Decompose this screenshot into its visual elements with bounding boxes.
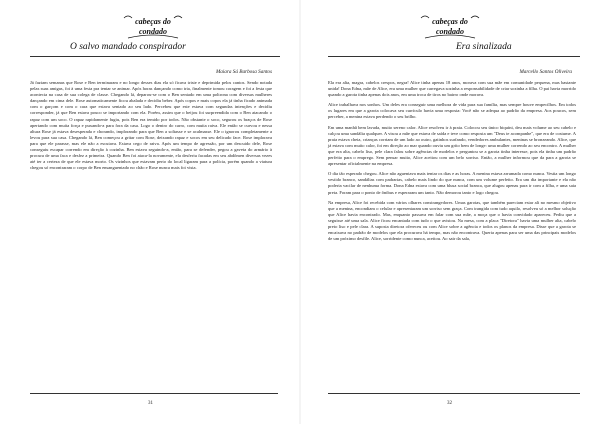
header-rule <box>328 56 580 57</box>
story-body <box>30 80 272 171</box>
section-title: Era sinalizada <box>456 42 512 52</box>
page-number: 32 <box>447 401 452 406</box>
logo-icon <box>415 12 485 42</box>
paragraph: Na empresa, Alice foi recebida com vários olhares constrangedores. Umas garotas, que também pareciam estar ali no mesmo objetivo que a menina, encondiam o celular e apresentaram um sorriso sem graça. Com trangida com tudo aquilo, resolveu só a melhor solução que Alice havia encontrado. Mas, enquanto passava em falar com sua mãe, a moça que o havia convidado apareceu. Pediu que a seguisse até uma sala. Alice ficou encantada com tudo o que avistou. Na mesa, com a placa "Diretora" havia uma mulher alta, cabelo preto liso e pele clara. A suposta diretora ofereceu ou com Alice sobre a agência e todos os planos da empresa. Disse que a garota se encaixava no padrão de modelos que ela procurava há tempo, mas não encontrava. Queria apenas para ser uma das principais modelos de um próximo desfile. Alice, sorridente como nunca, aceitou. Ao sair da sala, <box>328 199 576 242</box>
svg-text:cabeças do: cabeças do <box>135 17 171 26</box>
svg-text:condado: condado <box>139 27 167 36</box>
logo-icon <box>118 12 188 42</box>
author-name: Marcello Santos Oliveira <box>519 69 572 75</box>
right-page <box>300 0 600 424</box>
book-logo <box>118 12 188 42</box>
book-logo <box>415 12 485 42</box>
paragraph: Ela era alta, magra, cabelos crespos, negra! Alice tinha apenas 18 anos, morava com sua mãe em comunidade pequena, mas bastante unida! Dona Edna, mãe de Alice, era uma mulher que carregava sozinha a responsabilidade de criar sozinha a filha. O pai havia morrido quando a garota tinha apenas dois anos, em uma troca de tiros no bairro onde morava. <box>328 80 576 98</box>
paragraph: Em uma manhã bem lavada, muito sereno calor. Alice resolveu ir à praia. Colocou seu único biquíni, deu mais volume ao seu cabelo e calçou uma sandália qualquer. A visou a mãe que estava de saída e teve como resposta um "Deus te acompanhe", que era de costume. A praia estava cheia, crianças corriam de um lado ao outro, gatinhos surfando, vendedores ambulantes, meninas se bronzeando. Alice, que já estava com muito calor, foi em direção ao mar quando ouviu um grito bem de longe: uma mulher correndo ao seu encontro. A mulher que era alta, cabelo liso, pele clara falou sobre agências de modelos e perguntou se a garota tinha interesse, pois ela tinha um padrão perfeito para o emprego. Sem pensar muito, Alice aceitou com um belo sorriso. Então, a mulher informou que da para a garota se apresentar oficialmente na empresa. <box>328 124 576 167</box>
footer-rule <box>30 393 278 394</box>
paragraph: O dia tão esperado chegou. Alice não aguentava mais tentar os dias e as horas. A menina estava arrumada como nunca. Vestia um longo vestido branco, sandálias com padrarias, cabelo mais lindo do que nunca, com um volume perfeito. Era um dia importante e ela não poderia vacilar de nenhuma forma. Dona Edna estava com uma blusa social branca, que alugou apenas para ir com a filha, e uma saia preta. Foram para o ponto de ônibus e esperaram um tanto. Não demorou tanto e logo chegou. <box>328 171 576 195</box>
page-number: 31 <box>148 401 153 406</box>
author-name: Maiara Sá Barbosa Santos <box>215 69 272 75</box>
header-rule <box>30 56 280 57</box>
svg-text:cabeças do: cabeças do <box>432 17 468 26</box>
paragraph: Alice trabalhava nos sonhos. Um deles era conseguir uma melhora de vida para sua família, mas sempre houve empecilhos. Em todos os lugares em que a garota colocava seu currículo havia uma resposta: Você não se adequa ao padrão da empresa. Aos poucos, sem perceber, a menina estava perdendo o seu brilho. <box>328 102 576 120</box>
footer-rule <box>328 393 580 394</box>
section-title: O salvo mandado conspirador <box>70 42 186 52</box>
svg-text:condado: condado <box>436 27 464 36</box>
paragraph: Já faziam semanas que Rose e Ben terminaram e no longo desses dias ela só ficava triste e deprimida pelos cantos. Sendo notada pelas suas amigas, foi à uma festa pra tentar se animar. Após horas dançando como tria, finalmente tomou coragem e foi a festa que acontecia na casa de sua colega de classe. Chegando lá, deparou-se com o Ben sentado em uma poltrona com diversas mulheres dançando em cima dele. Rose automaticamente ficou abalada e decidiu beber. Após copos e mais copos ela já tinha ficado animada com o garçom e com o cara que estava sentado ao seu lado. Percebeu que este estava com segundas intenções e decidiu corresponder, já que Ben estava pouco se importando com ela. Porém, assim que o beijou foi surpreendida com o Ben atacando o rapaz com um soco. O rapaz rapidamente fugiu, pois Ben era temido por todos. Não obstante o soco, segurou os braços de Rose apertando com muita força e puxando-a para fora da casa. Logo o dentro do carro, com muita raiva. Ele então se curvou e nessa altura Rose já estava desesperada e chorando, implorando para que Ben a soltasse e se acalmasse. Ele o ignorou completamente a levou para sua casa. Chegando lá, Ben começou a gritar com Rose, deixando rapaz e socos em seu delicado face. Rose implorava para que ele parasse, mas ele não a escutava. Estava cego de raiva. Após um tempo de agressão, por um descuido dele, Rose conseguiu escapar correndo em direção à cozinha. Ben estava seguindo-a, então, para se defender, pegou a gaveta do armário à procura de uma faca e desfez a primeira. Quando Ben foi ataca-la novamente, ela desferiu facadas em seu abdômen diversas vezes até ter a certeza de que ele estava morto. Os vizinhos que estavam perto do local ligaram para a polícia, porém quando a viatura chegou só encontraram o corpo de Ben ensanguentado no chão e Rose nunca mais foi vista. <box>30 80 272 171</box>
story-body <box>328 80 576 246</box>
